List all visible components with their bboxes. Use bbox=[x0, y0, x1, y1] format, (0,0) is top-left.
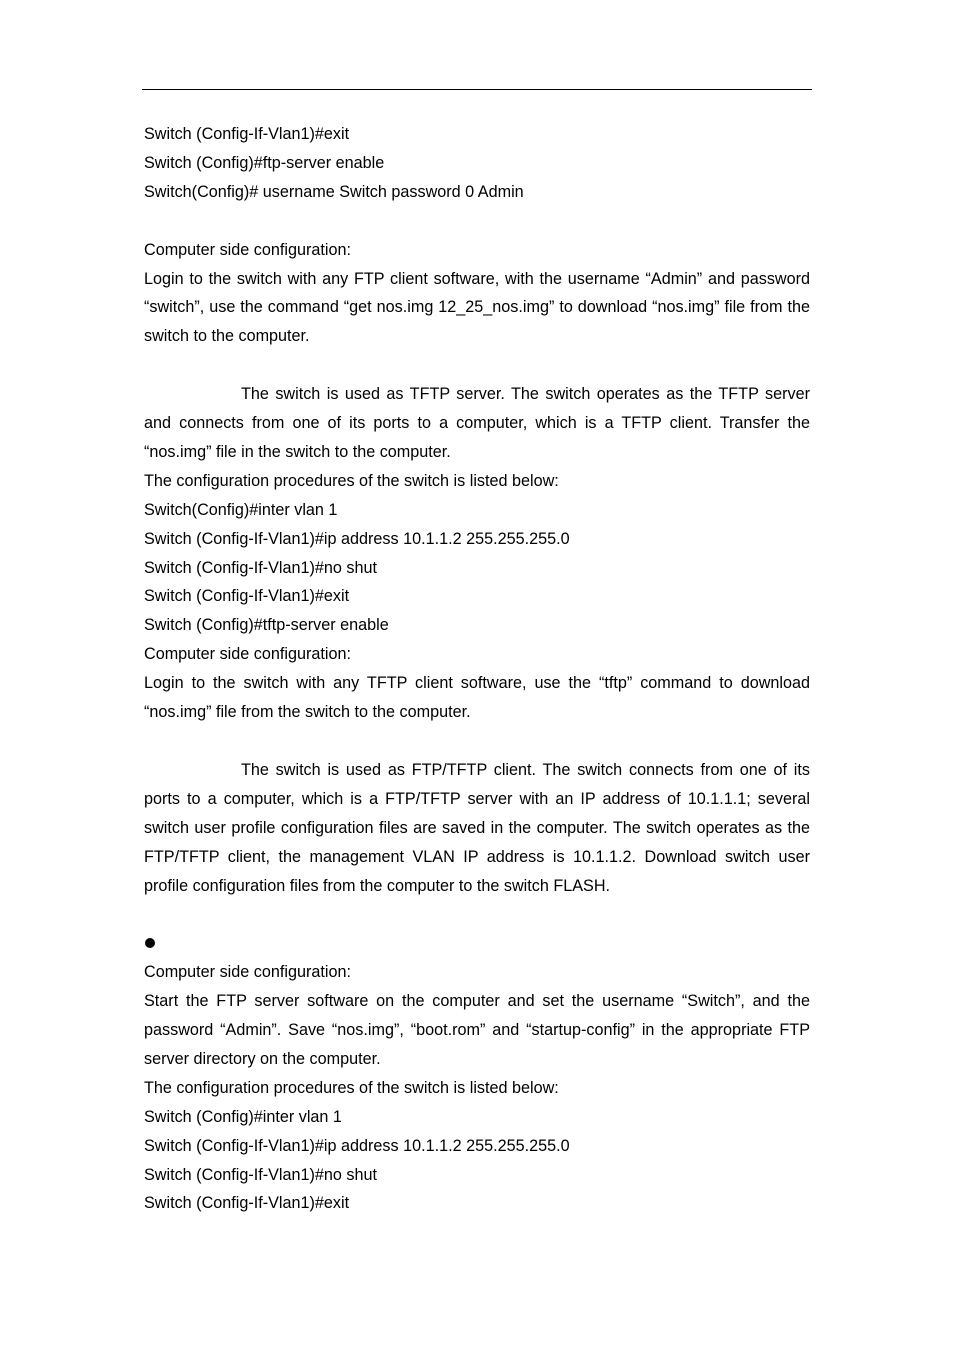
command-line: Switch (Config-If-Vlan1)#no shut bbox=[144, 1165, 378, 1184]
bullet-item bbox=[144, 929, 810, 958]
example-intro: The switch is used as TFTP server. The switch operates as the TFTP server and connects from one of its ports to a computer, which is a TFTP client. Transfer the “nos.img” file in the switch to the computer. bbox=[144, 385, 810, 461]
computer-side-label: Computer side configuration: bbox=[144, 645, 351, 664]
computer-side-text: Login to the switch with any TFTP client software, use the “tftp” command to download “nos.img” file from the switch to the computer. bbox=[144, 674, 810, 722]
procedures-label: The configuration procedures of the switch is listed below: bbox=[144, 1078, 559, 1097]
command-line: Switch (Config-If-Vlan1)#ip address 10.1.1.2 255.255.255.0 bbox=[144, 1136, 570, 1155]
spacer bbox=[144, 727, 810, 756]
page-content bbox=[144, 120, 810, 1218]
command-line: Switch (Config-If-Vlan1)#no shut bbox=[144, 558, 378, 577]
spacer bbox=[144, 351, 810, 380]
command-line: Switch (Config)#inter vlan 1 bbox=[144, 1107, 342, 1126]
computer-side-text: Login to the switch with any FTP client software, with the username “Admin” and password “switch”, use the command “get nos.img 12_25_nos.img” to download “nos.img” file from the switch to the computer. bbox=[144, 269, 810, 346]
command-line: Switch (Config)#ftp-server enable bbox=[144, 153, 385, 172]
command-line: Switch (Config-If-Vlan1)#ip address 10.1.1.2 255.255.255.0 bbox=[144, 529, 570, 548]
command-line: Switch (Config-If-Vlan1)#exit bbox=[144, 1194, 350, 1213]
command-line: Switch (Config)#tftp-server enable bbox=[144, 616, 389, 635]
spacer bbox=[144, 207, 810, 236]
bullet-dot-icon bbox=[145, 938, 155, 948]
computer-side-label: Computer side configuration: bbox=[144, 240, 351, 259]
header-rule bbox=[142, 89, 812, 90]
command-line: Switch(Config)#inter vlan 1 bbox=[144, 500, 338, 519]
spacer bbox=[144, 900, 810, 929]
computer-side-label: Computer side configuration: bbox=[144, 963, 351, 982]
command-line: Switch (Config-If-Vlan1)#exit bbox=[144, 125, 350, 143]
computer-side-text: Start the FTP server software on the computer and set the username “Switch”, and the password “Admin”. Save “nos.img”, “boot.rom” and “startup-config” in the appropriate FTP server directory on the computer. bbox=[144, 992, 810, 1068]
procedures-label: The configuration procedures of the switch is listed below: bbox=[144, 471, 559, 490]
example-intro: The switch is used as FTP/TFTP client. The switch connects from one of its ports to a computer, which is a FTP/TFTP server with an IP address of 10.1.1.1; several switch user profile configuration files are saved in the computer. The switch operates as the FTP/TFTP client, the management VLAN IP address is 10.1.1.2. Download switch user profile configuration files from the computer to the switch FLASH. bbox=[144, 760, 810, 895]
command-line: Switch (Config-If-Vlan1)#exit bbox=[144, 587, 350, 606]
command-line: Switch(Config)# username Switch password 0 Admin bbox=[144, 182, 524, 201]
